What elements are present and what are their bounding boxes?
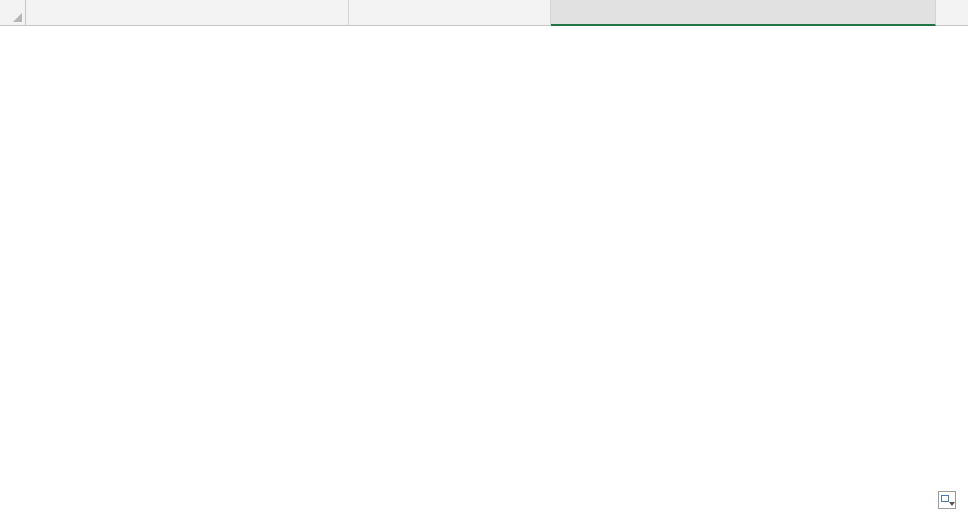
- column-header-d[interactable]: [936, 0, 968, 26]
- column-header-c[interactable]: [551, 0, 936, 26]
- column-header-a[interactable]: [26, 0, 349, 26]
- column-header-b[interactable]: [349, 0, 551, 26]
- select-all-button[interactable]: [0, 0, 26, 26]
- quick-analysis-icon[interactable]: [938, 491, 956, 509]
